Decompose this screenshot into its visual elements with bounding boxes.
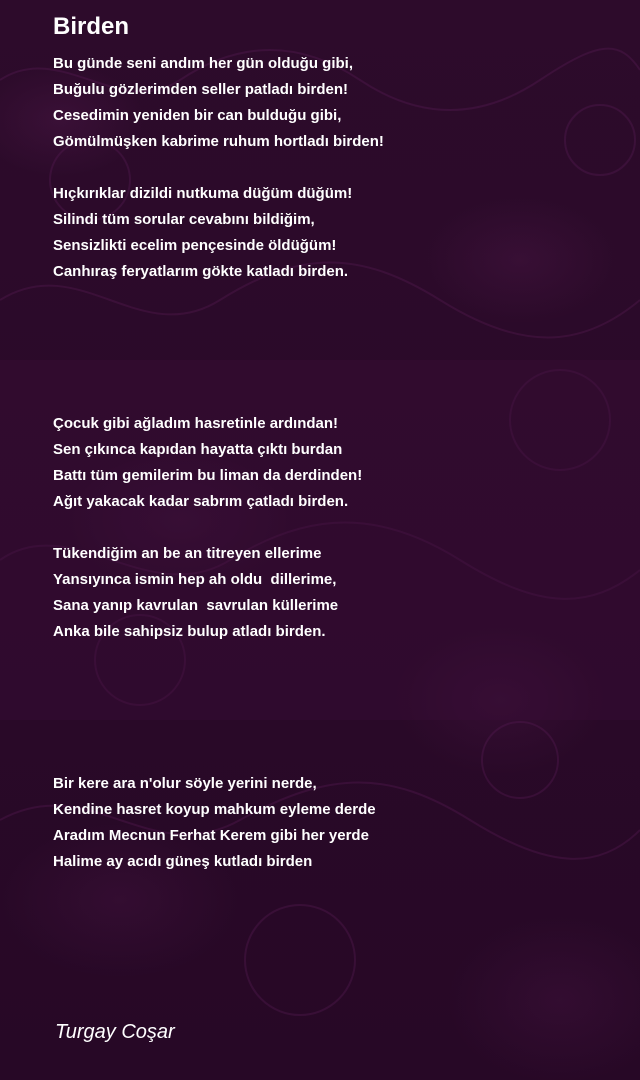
poem-author: Turgay Coşar (55, 1021, 175, 1043)
stanza-3 (53, 411, 362, 515)
poem-line: Gömülmüşken kabrime ruhum hortladı birden! (53, 133, 384, 150)
poem-line: Hıçkırıklar dizildi nutkuma düğüm düğüm! (53, 185, 353, 202)
poem-line: Halime ay acıdı güneş kutladı birden (53, 853, 313, 870)
poem-line: Silindi tüm sorular cevabını bildiğim, (53, 211, 315, 228)
stanza-4 (53, 541, 338, 645)
poem-line: Sen çıkınca kapıdan hayatta çıktı burdan (53, 441, 343, 458)
poem-line: Ağıt yakacak kadar sabrım çatladı birden. (53, 493, 349, 510)
poem-line: Anka bile sahipsiz bulup atladı birden. (53, 623, 326, 640)
poem-line: Çocuk gibi ağladım hasretinle ardından! (53, 415, 339, 432)
poem-line: Sana yanıp kavrulan savrulan küllerime (53, 597, 339, 614)
stanza-5 (53, 771, 376, 875)
poem-line: Sensizlikti ecelim pençesinde öldüğüm! (53, 237, 337, 254)
poem-line: Buğulu gözlerimden seller patladı birden! (53, 81, 349, 98)
poem-title: Birden (53, 13, 130, 40)
poem-line: Cesedimin yeniden bir can bulduğu gibi, (53, 107, 342, 124)
poem-line: Tükendiğim an be an titreyen ellerime (53, 545, 322, 562)
poem-line: Battı tüm gemilerim bu liman da derdinden! (53, 467, 363, 484)
poem-line: Kendine hasret koyup mahkum eyleme derde (53, 801, 376, 818)
poem-line: Canhıraş feryatlarım gökte katladı birden. (53, 263, 349, 280)
stanza-1 (53, 51, 384, 155)
poem-line: Bir kere ara n'olur söyle yerini nerde, (53, 775, 317, 792)
poem-line: Yansıyınca ismin hep ah oldu dillerime, (53, 571, 337, 588)
poem-line: Aradım Mecnun Ferhat Kerem gibi her yerde (53, 827, 369, 844)
poem-line: Bu günde seni andım her gün olduğu gibi, (53, 55, 353, 72)
stanza-2 (53, 181, 352, 285)
